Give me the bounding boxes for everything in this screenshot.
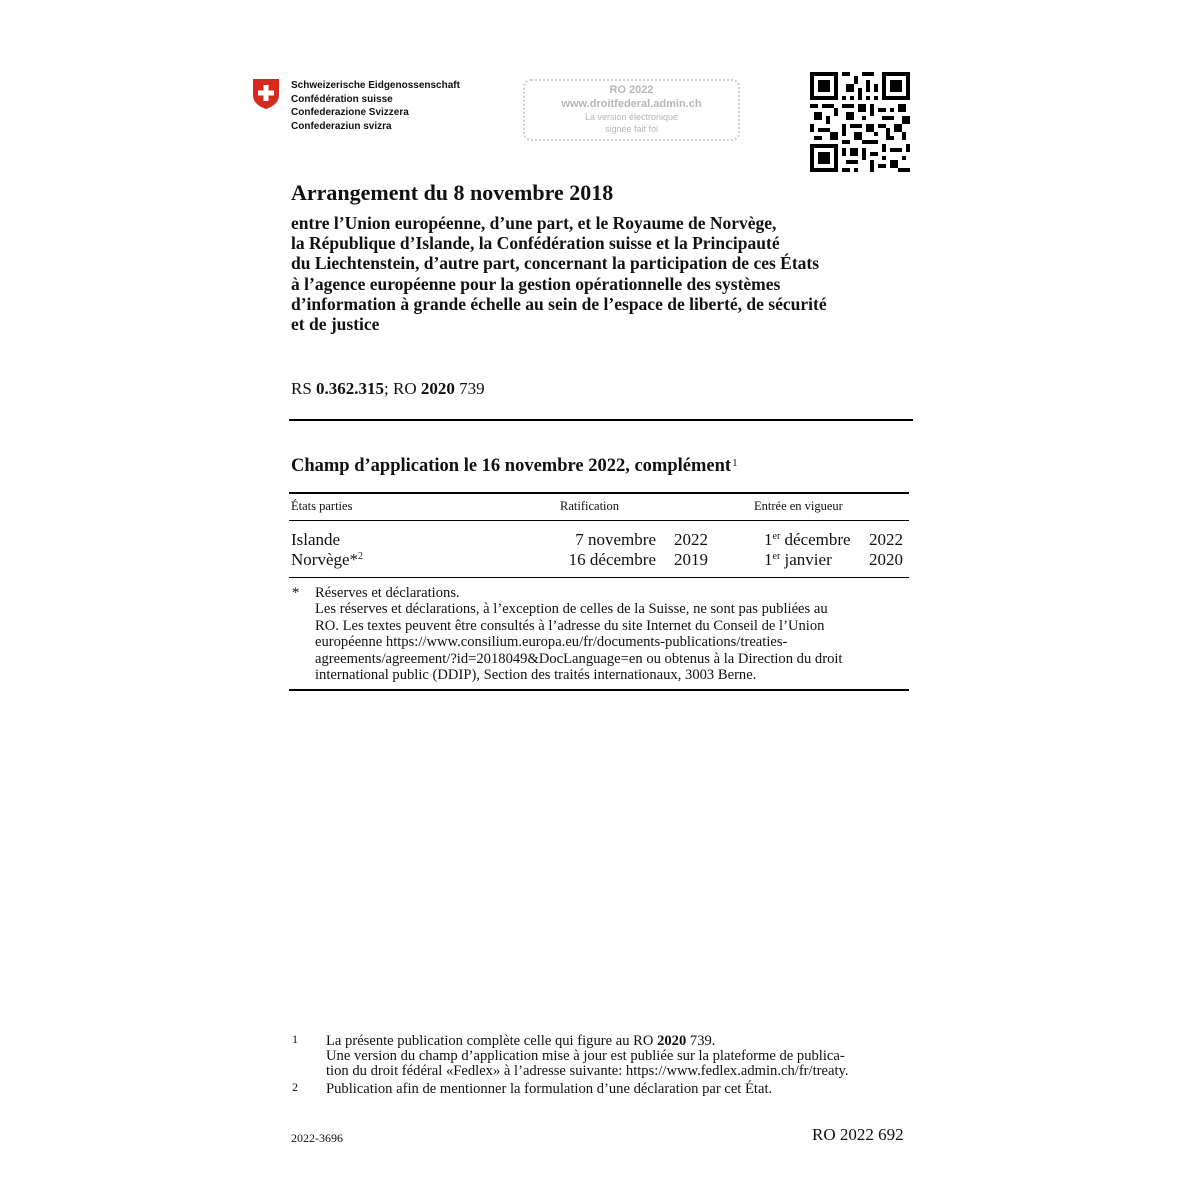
footnote-line: Publication afin de mentionner la formulation d’une déclaration par cet État.: [326, 1081, 773, 1097]
entry-year: 2020: [869, 550, 903, 569]
state-footnote-mark: 2: [358, 551, 364, 562]
entry-day-suffix: er: [772, 551, 781, 562]
stamp-url: www.droitfederal.admin.ch: [561, 98, 702, 110]
note-line: RO. Les textes peuvent être consultés à l’adresse du site Internet du Conseil de l’Union: [315, 617, 825, 634]
note-line: Les réserves et déclarations, à l’exception de celles de la Suisse, ne sont pas publiées au: [315, 601, 828, 618]
table-body-rule: [289, 577, 909, 578]
document-id: 2022-3696: [291, 1131, 343, 1145]
qr-code-icon: [810, 72, 910, 172]
state-name: Norvège*: [291, 550, 359, 569]
table-row-state: [291, 530, 340, 550]
footnote-line: tion du droit fédéral «Fedlex» à l’adresse suivante: https://www.fedlex.admin.ch/fr/treaty.: [326, 1063, 849, 1079]
entry-date: [764, 530, 851, 550]
confederation-name-it: Confederazione Svizzera: [291, 107, 409, 118]
footnote-number: 1: [292, 1032, 298, 1046]
electronic-signature-stamp: [523, 79, 740, 141]
column-header-ratification: Ratification: [560, 499, 620, 513]
footnote-ref: 1: [732, 457, 738, 469]
ro-year: 2020: [420, 379, 455, 398]
ratification-date: 7 novembre: [575, 530, 656, 549]
swiss-coat-of-arms-icon: [252, 78, 280, 110]
subtitle-line: à l’agence européenne pour la gestion opérationnelle des systèmes: [291, 273, 781, 294]
table-bottom-rule: [289, 689, 909, 691]
ro-page: 739: [459, 379, 485, 398]
entry-month: décembre: [784, 530, 851, 549]
note-line: agreements/agreement/?id=2018049&DocLanguage=en ou obtenus à la Direction du droit: [315, 650, 843, 667]
ratification-date: 16 décembre: [568, 550, 656, 569]
entry-day-suffix: er: [772, 531, 781, 542]
confederation-name-de: Schweizerische Eidgenossenschaft: [291, 80, 460, 91]
note-line: Réserves et déclarations.: [315, 585, 460, 601]
subtitle-line: entre l’Union européenne, d’une part, et le Royaume de Norvège,: [291, 213, 777, 233]
confederation-name-fr: Confédération suisse: [291, 93, 393, 105]
column-header-entry: Entrée en vigueur: [754, 499, 843, 513]
subtitle-line: et de justice: [291, 314, 380, 335]
entry-day: 1: [764, 550, 773, 569]
confederation-names: [291, 79, 460, 133]
stamp-text-2: signée fait foi: [604, 124, 659, 134]
footnote-2: [326, 1082, 772, 1097]
state-name: Islande: [291, 530, 341, 549]
rs-number: 0.362.315: [316, 379, 385, 398]
ro-prefix: ; RO: [384, 379, 417, 398]
document-title: Arrangement du 8 novembre 2018: [291, 180, 614, 205]
stamp-text-1: La version électronique: [584, 112, 679, 122]
entry-day: 1: [764, 530, 773, 549]
table-note: [315, 585, 842, 683]
table-row-state: [291, 550, 363, 570]
ratification-year: 2019: [674, 550, 708, 569]
ratification-year: 2022: [674, 530, 708, 549]
entry-month: janvier: [784, 550, 832, 569]
table-header-rule: [289, 520, 909, 521]
subtitle-line: d’information à grande échelle au sein de l’espace de liberté, de sécurité: [291, 293, 827, 314]
footnote-line: La présente publication complète celle qui figure au RO 2020 739.: [326, 1033, 716, 1049]
footnote-number: 2: [292, 1080, 298, 1094]
document-subtitle: [291, 213, 931, 334]
note-marker: *: [292, 585, 300, 601]
stamp-ro: RO 2022: [609, 84, 654, 96]
column-header-states: États parties: [291, 499, 353, 513]
footnote-line: Une version du champ d’application mise à jour est publiée sur la plateforme de publica-: [326, 1048, 845, 1064]
note-line: international public (DDIP), Section des traités internationaux, 3003 Berne.: [315, 667, 757, 684]
ro-reference: RO 2022 692: [812, 1125, 904, 1144]
table-top-rule: [289, 492, 909, 494]
confederation-name-rm: Confederaziun svizra: [291, 120, 392, 132]
entry-date: [764, 550, 832, 570]
reference-line: [291, 379, 485, 399]
subtitle-line: du Liechtenstein, d’autre part, concernant la participation de ces États: [291, 253, 820, 274]
footnote-1: [326, 1034, 849, 1079]
note-line: européenne https://www.consilium.europa.eu/fr/documents-publications/treaties-: [315, 634, 788, 651]
subtitle-line: la République d’Islande, la Confédération suisse et la Principauté: [291, 233, 780, 254]
rs-prefix: RS: [291, 379, 312, 398]
entry-year: 2022: [869, 530, 903, 549]
header-rule: [289, 419, 913, 421]
section-title-text: Champ d’application le 16 novembre 2022, complément: [291, 456, 732, 476]
section-title: [291, 456, 738, 477]
